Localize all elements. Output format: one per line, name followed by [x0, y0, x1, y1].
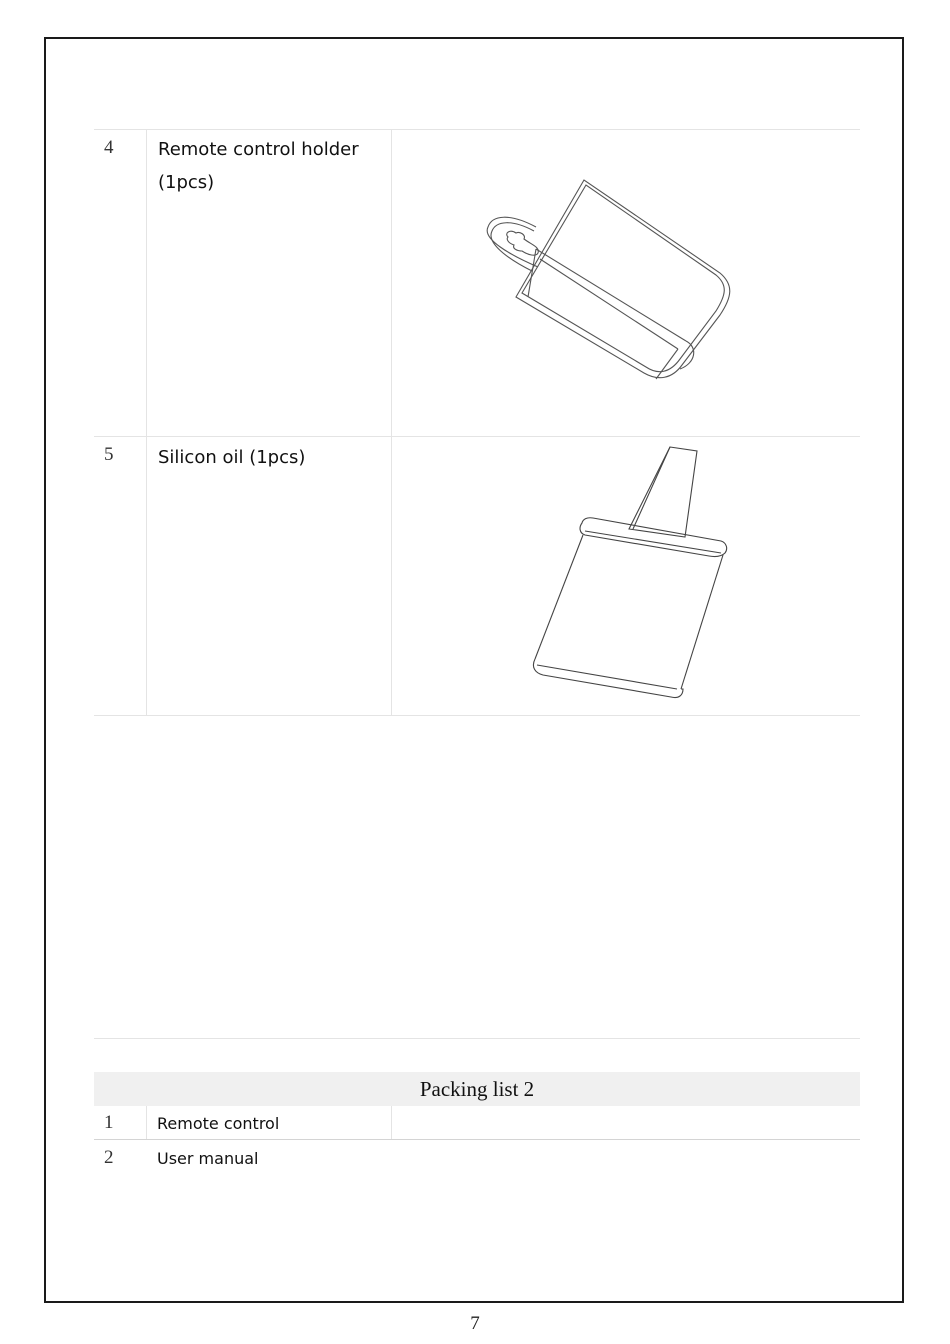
- item-description: [158, 133, 359, 199]
- item-number: 5: [104, 444, 114, 465]
- row-divider: [94, 436, 860, 437]
- column-divider-number: [146, 129, 147, 715]
- item-number: 4: [104, 137, 114, 158]
- remote-control-holder-drawing: [480, 175, 740, 390]
- silicon-oil-bottle-drawing: [525, 445, 735, 703]
- table-bottom-border: [94, 715, 860, 716]
- column-divider-image: [391, 1106, 392, 1139]
- row-divider: [94, 1139, 860, 1140]
- item-description-line: Remote control holder: [158, 139, 359, 160]
- packing-item-number: 2: [104, 1147, 114, 1168]
- packing-item-name: Remote control: [157, 1114, 280, 1133]
- column-divider-number: [146, 1106, 147, 1139]
- page-number: 7: [470, 1313, 480, 1334]
- packing-list-title: Packing list 2: [94, 1072, 860, 1106]
- section-divider: [94, 1038, 860, 1039]
- item-description: Silicon oil (1pcs): [158, 447, 306, 468]
- item-description-line: (1pcs): [158, 172, 215, 193]
- table-top-border: [94, 129, 860, 130]
- packing-item-number: 1: [104, 1112, 114, 1133]
- column-divider-image: [391, 129, 392, 715]
- packing-item-name: User manual: [157, 1149, 259, 1168]
